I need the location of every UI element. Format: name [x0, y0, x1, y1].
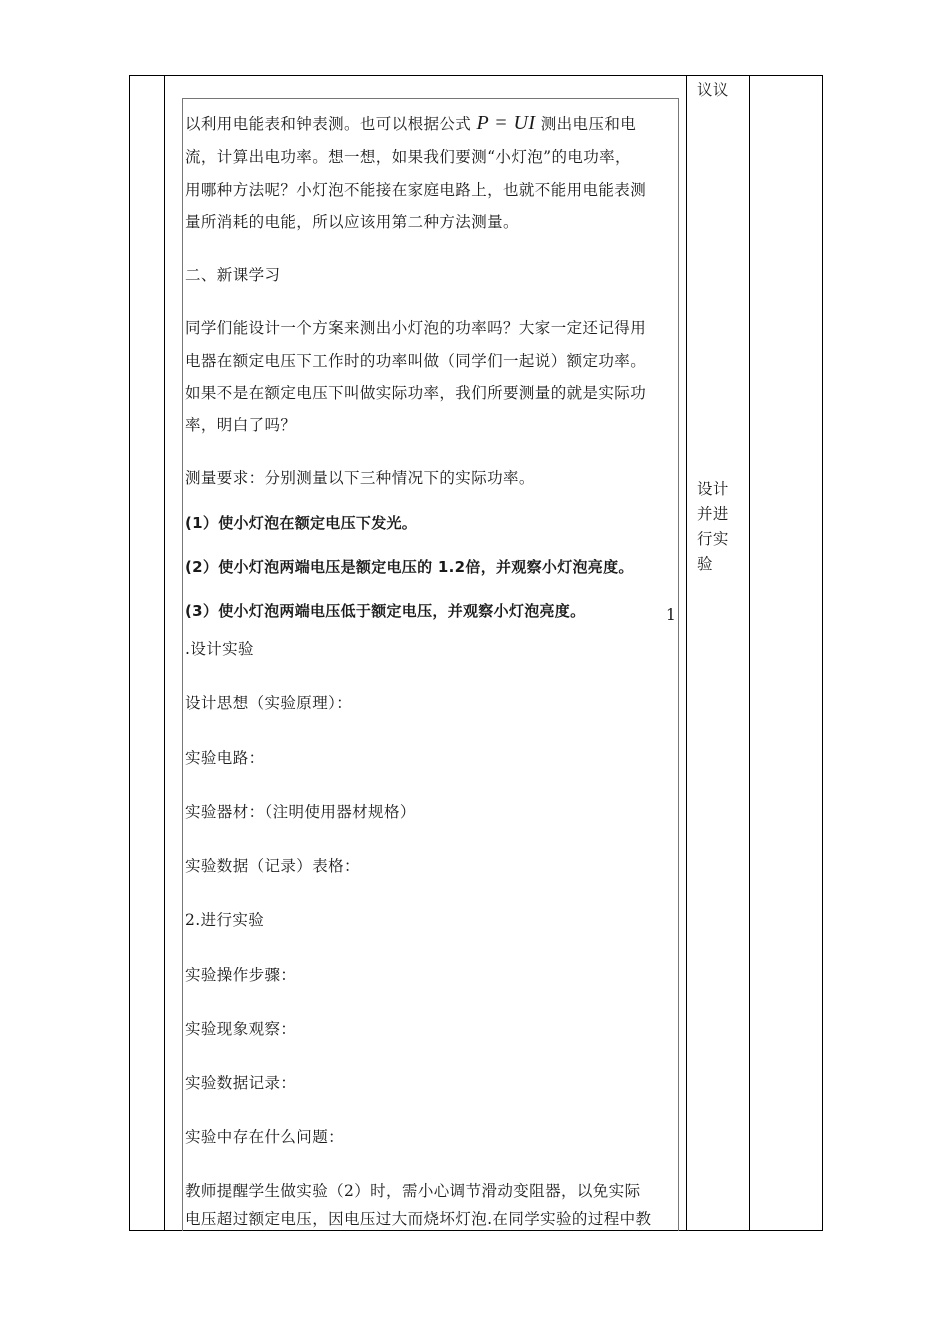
right-column-top: 议议	[697, 81, 729, 99]
intro-line-1-after: 测出电压和电	[540, 115, 637, 133]
design-circuit: 实验电路：	[185, 749, 265, 767]
intro-line-2: 流，计算出电功率。想一想，如果我们要测“小灯泡”的电功率，	[185, 148, 631, 166]
para2-line-4: 率，明白了吗？	[185, 416, 297, 434]
table-bottom-border	[129, 1230, 823, 1231]
section-2-title: 二、新课学习	[185, 266, 281, 284]
intro-line-1	[185, 112, 636, 135]
conduct-steps: 实验操作步骤：	[185, 966, 297, 984]
para2-line-1: 同学们能设计一个方案来测出小灯泡的功率吗？大家一定还记得用	[185, 319, 647, 337]
conduct-phenomena: 实验现象观察：	[185, 1020, 297, 1038]
design-title: .设计实验	[185, 640, 254, 658]
intro-line-1-before: 以利用电能表和钟表测。也可以根据公式	[185, 115, 472, 133]
table-top-border	[129, 75, 823, 76]
table-col-line-1	[129, 75, 130, 1231]
intro-line-3: 用哪种方法呢？小灯泡不能接在家庭电路上，也就不能用电能表测	[185, 181, 647, 199]
requirement-item-1: (1）使小灯泡在额定电压下发光。	[185, 514, 418, 532]
conduct-problems: 实验中存在什么问题：	[185, 1128, 345, 1146]
requirement-item-2: (2）使小灯泡两端电压是额定电压的 1.2倍，并观察小灯泡亮度。	[185, 558, 634, 576]
right-column-middle-2: 并进	[697, 505, 729, 523]
inner-frame-top	[182, 98, 679, 99]
teacher-note-line-1: 教师提醒学生做实验（2）时，需小心调节滑动变阻器，以免实际	[185, 1182, 641, 1200]
power-formula: P = UI	[476, 112, 536, 134]
conduct-records: 实验数据记录：	[185, 1074, 297, 1092]
inner-frame-right	[678, 98, 679, 1231]
teacher-note-line-2: 电压超过额定电压，因电压过大而烧坏灯泡.在同学实验的过程中教	[185, 1210, 652, 1228]
design-equipment: 实验器材：（注明使用器材规格）	[185, 803, 416, 821]
conduct-title: 2.进行实验	[185, 911, 265, 929]
design-table: 实验数据（记录）表格：	[185, 857, 360, 875]
right-column-middle-3: 行实	[697, 530, 729, 548]
intro-line-4: 量所消耗的电能，所以应该用第二种方法测量。	[185, 213, 519, 231]
table-col-line-4	[749, 75, 750, 1231]
right-column-middle-4: 验	[697, 555, 713, 573]
requirement-item-3: (3）使小灯泡两端电压低于额定电压，并观察小灯泡亮度。	[185, 602, 586, 620]
para2-line-3: 如果不是在额定电压下叫做实际功率，我们所要测量的就是实际功	[185, 384, 647, 402]
requirements-title: 测量要求：分别测量以下三种情况下的实际功率。	[185, 469, 535, 487]
table-col-line-5	[822, 75, 823, 1231]
right-column-middle-1: 设计	[697, 480, 729, 498]
design-principle: 设计思想（实验原理）：	[185, 694, 353, 712]
para2-line-2: 电器在额定电压下工作时的功率叫做（同学们一起说）额定功率。	[185, 352, 647, 370]
table-col-line-2	[164, 75, 165, 1231]
inner-frame-left	[182, 98, 183, 1231]
table-col-line-3	[686, 75, 687, 1231]
page-mark: 1	[666, 606, 677, 624]
